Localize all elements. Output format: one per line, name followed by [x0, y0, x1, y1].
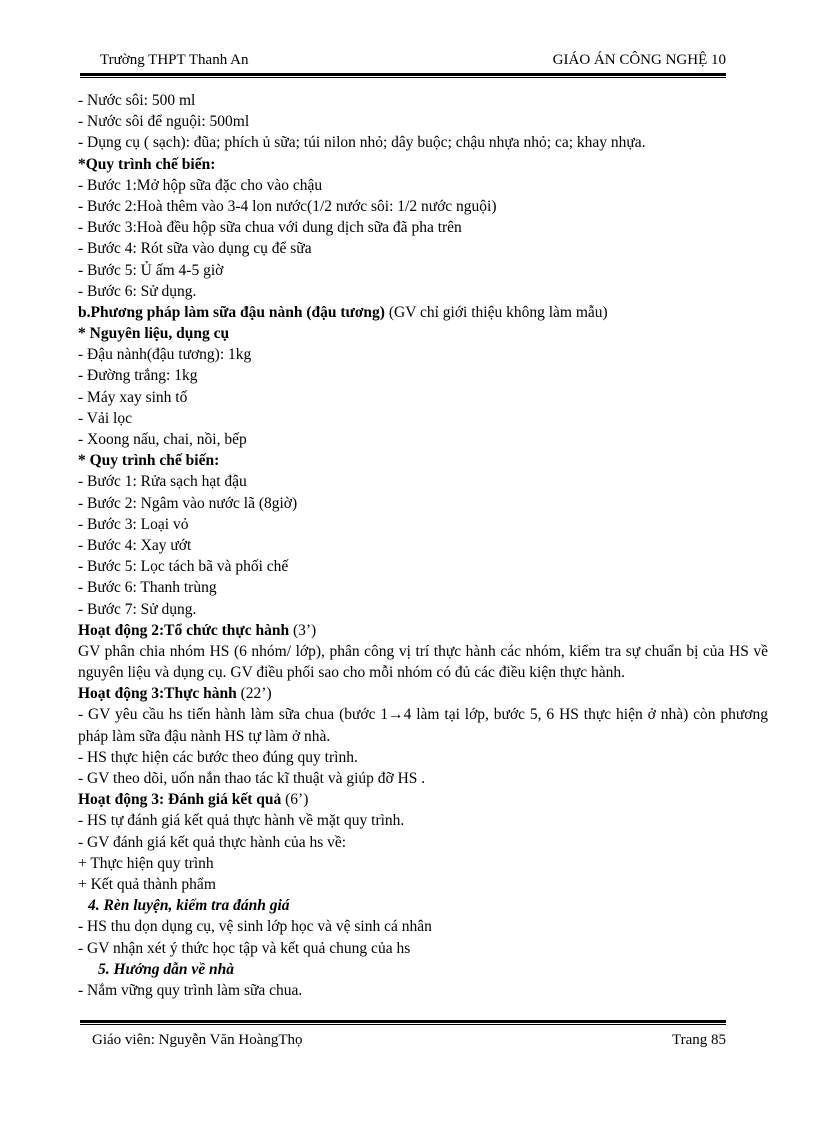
section-heading: 4. Rèn luyện, kiểm tra đánh giá	[88, 897, 290, 915]
text-line: - HS thực hiện các bước theo đúng quy trình.	[78, 748, 358, 766]
page-header	[80, 52, 726, 74]
footer-rule	[80, 1020, 726, 1023]
footer-rule-thin	[80, 1024, 726, 1025]
heading-text: Hoạt động 3:Thực hành	[78, 685, 237, 703]
activity-heading	[78, 683, 768, 704]
text-line: - Xoong nấu, chai, nồi, bếp	[78, 431, 247, 448]
text-line: - GV đánh giá kết quả thực hành của hs về:	[78, 833, 347, 851]
heading-text: Hoạt động 3: Đánh giá kết quả	[78, 791, 282, 809]
page-number: Trang 85	[671, 1032, 726, 1048]
text-line: - HS tự đánh giá kết quả thực hành về mặt quy trình.	[78, 812, 405, 830]
section-heading: 5. Hướng dẫn về nhà	[98, 960, 235, 978]
text-line: - Bước 3:Hoà đều hộp sữa chua với dung dịch sữa đã pha trên	[78, 219, 462, 237]
text-line: + Thực hiện quy trình	[78, 854, 214, 872]
heading-note: (GV chỉ giới thiệu không làm mẫu)	[384, 303, 608, 321]
header-rule-thin	[80, 77, 726, 78]
school-name: Trường THPT Thanh An	[100, 52, 249, 68]
activity-heading	[78, 620, 768, 641]
text-line: - Bước 4: Xay ướt	[78, 536, 192, 554]
heading-text: Hoạt động 2:Tổ chức thực hành	[78, 621, 290, 639]
text-line: - Dụng cụ ( sạch): đũa; phích ủ sữa; túi nilon nhỏ; dây buộc; chậu nhựa nhỏ; ca; khay nhựa.	[78, 134, 646, 152]
text-line: - Bước 1: Rửa sạch hạt đậu	[78, 473, 247, 491]
document-body	[78, 90, 768, 1001]
subject-title: GIÁO ÁN CÔNG NGHỆ 10	[552, 52, 726, 68]
text-line: - Bước 7: Sử dụng.	[78, 600, 197, 618]
paragraph: GV phân chia nhóm HS (6 nhóm/ lớp), phân công vị trí thực hành các nhóm, kiểm tra sự chuẩn bị của HS về nguyên liệu và dụng cụ. GV điều phối sao cho mỗi nhóm có đủ các điều kiện thực hành.	[78, 642, 768, 682]
text-line: - Bước 5: Ủ ấm 4-5 giờ	[78, 261, 224, 279]
text-line: - Bước 1:Mở hộp sữa đặc cho vào chậu	[78, 176, 323, 194]
activity-heading	[78, 789, 768, 810]
text-line: - Vải lọc	[78, 409, 132, 427]
teacher-name: Giáo viên: Nguyễn Văn HoàngThọ	[92, 1032, 303, 1048]
paragraph: - GV yêu cầu hs tiến hành làm sữa chua (bước 1→4 làm tại lớp, bước 5, 6 HS thực hiện ở nhà) còn phương pháp làm sữa đậu nành HS tự làm ở nhà.	[78, 706, 768, 745]
text-line: - Đậu nành(đậu tương): 1kg	[78, 346, 252, 364]
section-heading	[78, 302, 768, 323]
heading-duration: (3’)	[289, 621, 317, 639]
text-line: - Bước 2: Ngâm vào nước lã (8giờ)	[78, 494, 298, 512]
heading-duration: (22’)	[236, 685, 272, 703]
section-heading: *Quy trình chế biến:	[78, 155, 216, 173]
heading-text: b.Phương pháp làm sữa đậu nành (đậu tương)	[78, 303, 385, 321]
heading-duration: (6’)	[281, 791, 309, 809]
section-heading: * Nguyên liệu, dụng cụ	[78, 325, 230, 343]
text-line: - Bước 3: Loại vỏ	[78, 515, 189, 533]
text-line: - Bước 5: Lọc tách bã và phối chế	[78, 558, 289, 576]
text-line: - HS thu dọn dụng cụ, vệ sinh lớp học và vệ sinh cá nhân	[78, 918, 432, 936]
text-line: - Bước 2:Hoà thêm vào 3-4 lon nước(1/2 nước sôi: 1/2 nước nguội)	[78, 197, 497, 215]
text-line: - Nắm vững quy trình làm sữa chua.	[78, 981, 303, 999]
text-line: - Máy xay sinh tố	[78, 388, 188, 406]
text-line: - Bước 6: Thanh trùng	[78, 579, 217, 597]
section-heading: * Quy trình chế biến:	[78, 452, 220, 470]
text-line: - GV nhận xét ý thức học tập và kết quả chung của hs	[78, 939, 411, 957]
text-line: - Bước 4: Rót sữa vào dụng cụ để sữa	[78, 240, 312, 258]
header-rule	[80, 73, 726, 76]
text-line: - Đường trắng: 1kg	[78, 367, 198, 385]
text-line: - GV theo dõi, uốn nắn thao tác kĩ thuật và giúp đỡ HS .	[78, 770, 426, 788]
text-line: - Bước 6: Sử dụng.	[78, 282, 197, 300]
text-line: - Nước sôi: 500 ml	[78, 92, 196, 109]
text-line: + Kết quả thành phẩm	[78, 876, 216, 893]
text-line: - Nước sôi để nguội: 500ml	[78, 113, 250, 131]
